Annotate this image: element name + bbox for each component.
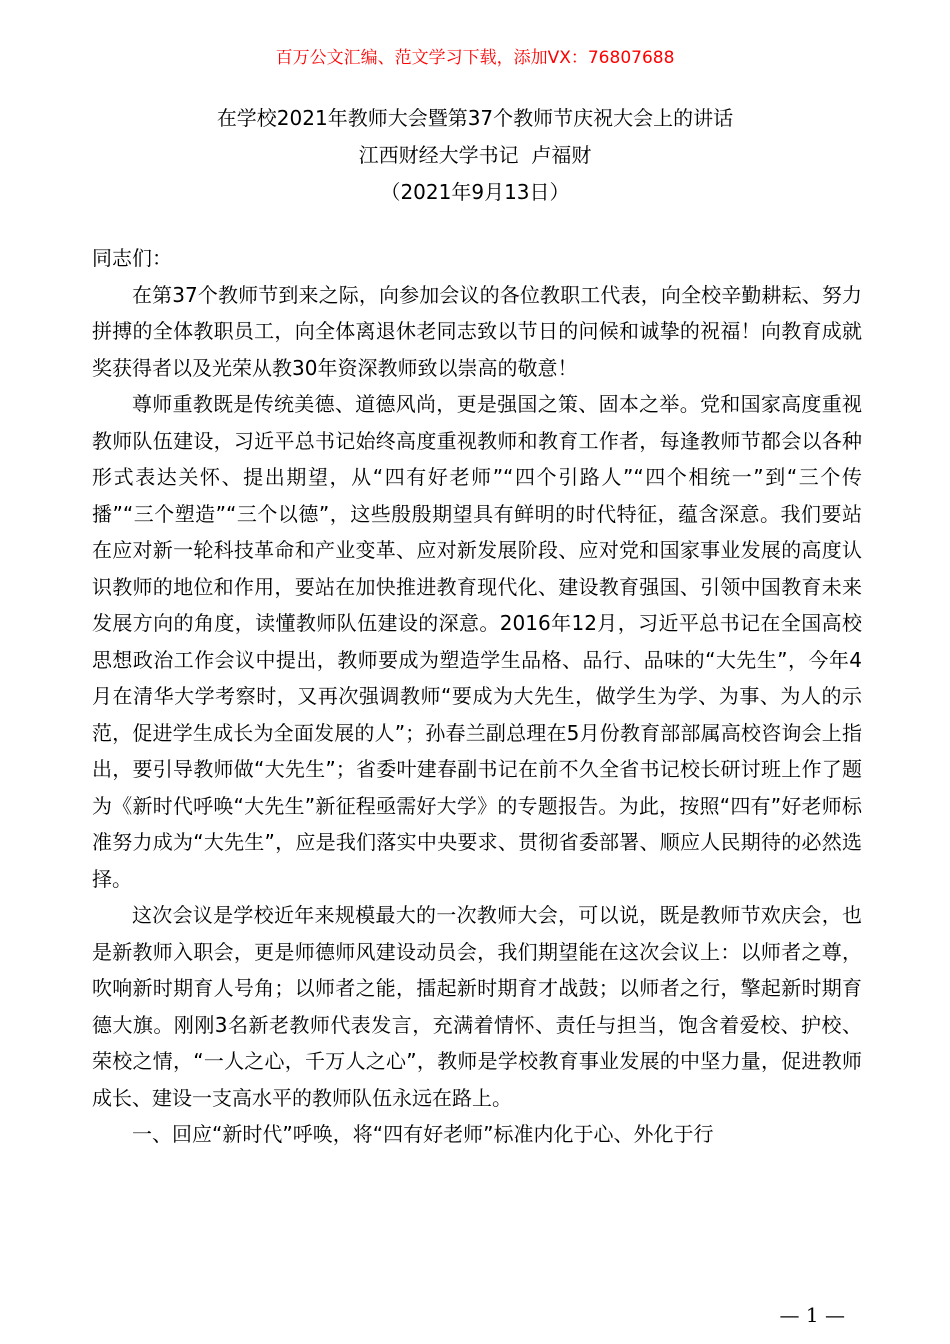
page-number: — 1 — <box>779 1303 845 1327</box>
salutation: 同志们： <box>92 246 172 270</box>
paragraph-1: 在第37个教师节到来之际，向参加会议的各位教职工代表，向全校辛勤耕耘、努力拼搏的全体教职员工，向全体离退休老同志致以节日的问候和诚挚的祝福！向教育成就奖获得者以及光荣从教30年资深教师致以崇高的敬意！ <box>92 282 862 380</box>
section-heading-1: 一、回应“新时代”呼唤，将“四有好老师”标准内化于心、外化于行 <box>132 1122 714 1146</box>
title-block <box>0 100 950 211</box>
header-note: 百万公文汇编、范文学习下载，添加VX：76807688 <box>275 48 675 68</box>
speaker-line: 江西财经大学书记 卢福财 <box>358 143 592 167</box>
paragraph-2: 尊师重教既是传统美德、道德风尚，更是强国之策、固本之举。党和国家高度重视教师队伍建设，习近平总书记始终高度重视教师和教育工作者，每逢教师节都会以各种形式表达关怀、提出期望，从“四有好老师”“四个引路人”“四个相统一”到“三个传播”“三个塑造”“三个以德”，这些殷殷期望具有鲜明的时代特征，蕴含深意。我们要站在应对新一轮科技革命和产业变革、应对新发展阶段、应对党和国家事业发展的高度认识教师的地位和作用，要站在加快推进教育现代化、建设教育强国、引领中国教育未来发展方向的角度，读懂教师队伍建设的深意。2016年12月，习近平总书记在全国高校思想政治工作会议中提出，教师要成为塑造学生品格、品行、品味的“大先生”，今年4月在清华大学考察时，又再次强调教师“要成为大先生，做学生为学、为事、为人的示范，促进学生成长为全面发展的人”；孙春兰副总理在5月份教育部部属高校咨询会上指出，要引导教师做“大先生”；省委叶建春副书记在前不久全省书记校长研讨班上作了题为《新时代呼唤“大先生”新征程亟需好大学》的专题报告。为此，按照“四有”好老师标准努力成为“大先生”，应是我们落实中央要求、贯彻省委部署、顺应人民期待的必然选择。 <box>92 392 862 891</box>
document-body <box>92 240 862 1153</box>
speech-date: （2021年9月13日） <box>380 180 570 204</box>
document-title: 在学校2021年教师大会暨第37个教师节庆祝大会上的讲话 <box>216 106 734 130</box>
paragraph-3: 这次会议是学校近年来规模最大的一次教师大会，可以说，既是教师节欢庆会，也是新教师入职会，更是师德师风建设动员会，我们期望能在这次会议上：以师者之尊，吹响新时期育人号角；以师者之能，擂起新时期育才战鼓；以师者之行，擎起新时期育德大旗。刚刚3名新老教师代表发言，充满着情怀、责任与担当，饱含着爱校、护校、荣校之情，“一人之心，千万人之心”，教师是学校教育事业发展的中坚力量，促进教师成长、建设一支高水平的教师队伍永远在路上。 <box>92 903 862 1110</box>
